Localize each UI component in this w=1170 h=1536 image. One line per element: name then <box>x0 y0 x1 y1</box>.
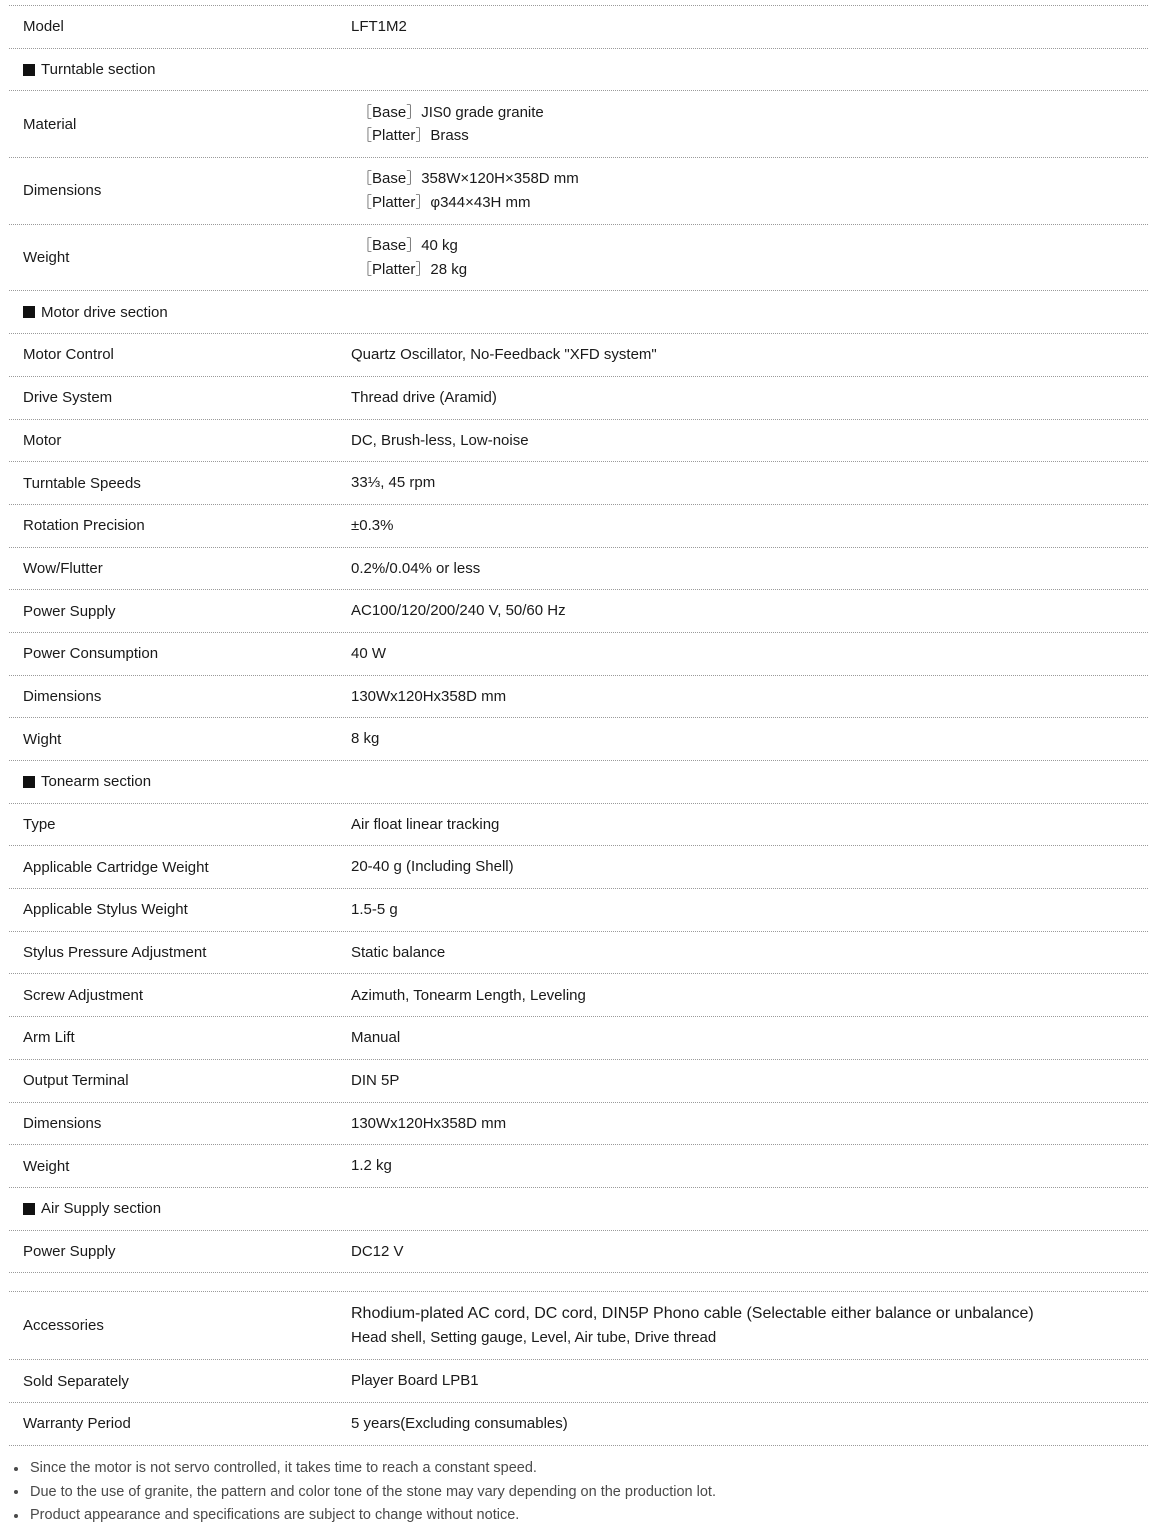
spec-label: Applicable Stylus Weight <box>23 901 188 919</box>
spec-value-line: ［Base］358W×120H×358D mm <box>357 170 579 188</box>
black-square-icon <box>23 1203 35 1215</box>
note-text: Product appearance and specifications are subject to change without notice. <box>30 1507 520 1523</box>
spec-row <box>9 633 1148 676</box>
spec-value: ±0.3% <box>351 516 394 534</box>
black-square-icon <box>23 776 35 788</box>
spec-row <box>9 334 1148 377</box>
spec-value: DIN 5P <box>351 1071 400 1089</box>
spec-value <box>351 234 1148 281</box>
spec-value: Player Board LPB1 <box>351 1372 479 1390</box>
spec-label: Warranty Period <box>23 1415 131 1433</box>
bullet-icon <box>14 1467 18 1471</box>
section-title: Motor drive section <box>41 303 168 321</box>
bullet-icon <box>14 1490 18 1494</box>
spec-label: Motor Control <box>23 346 114 364</box>
section-title: Air Supply section <box>41 1200 162 1218</box>
spec-value: 20-40 g (Including Shell) <box>351 858 514 876</box>
spec-value-line: ［Base］JIS0 grade granite <box>357 103 544 121</box>
spec-value-line: ［Platter］Brass <box>357 127 469 145</box>
bullet-icon <box>14 1514 18 1518</box>
section-header-motor <box>9 291 1148 334</box>
spec-label: Motor <box>23 431 62 449</box>
section-header-tonearm <box>9 761 1148 804</box>
spec-row-accessories <box>9 1292 1148 1360</box>
spec-value-line: Head shell, Setting gauge, Level, Air tube, Drive thread <box>351 1328 717 1346</box>
spacer-row <box>9 1273 1148 1292</box>
spec-row <box>9 889 1148 932</box>
spec-row <box>9 804 1148 847</box>
spec-row <box>9 420 1148 463</box>
spec-label: Applicable Cartridge Weight <box>23 858 209 876</box>
section-header-air-supply <box>9 1188 1148 1231</box>
spec-value: Air float linear tracking <box>351 815 500 833</box>
spec-row-warranty <box>9 1403 1148 1446</box>
spec-row <box>9 1103 1148 1146</box>
spec-value <box>351 167 1148 214</box>
spec-value: 1.5-5 g <box>351 901 398 919</box>
spec-label: Power Consumption <box>23 645 159 663</box>
black-square-icon <box>23 306 35 318</box>
spec-label: Accessories <box>23 1317 104 1335</box>
spec-value-line: ［Platter］28 kg <box>357 260 468 278</box>
spec-value: AC100/120/200/240 V, 50/60 Hz <box>351 602 566 620</box>
notes-list <box>12 1457 716 1528</box>
section-title: Tonearm section <box>41 773 152 791</box>
spec-value: 130Wx120Hx358D mm <box>351 1114 507 1132</box>
spec-table <box>9 5 1148 1446</box>
spec-value-line: ［Platter］φ344×43H mm <box>357 193 531 211</box>
spec-value: DC, Brush-less, Low-noise <box>351 431 529 449</box>
spec-row-air-power-supply <box>9 1231 1148 1274</box>
spec-value: Static balance <box>351 943 446 961</box>
spec-row <box>9 974 1148 1017</box>
spec-row <box>9 590 1148 633</box>
spec-label: Material <box>23 115 77 133</box>
spec-value-line: Rhodium-plated AC cord, DC cord, DIN5P Phono cable (Selectable either balance or unbalance) <box>351 1305 1034 1323</box>
spec-label: Wight <box>23 730 62 748</box>
spec-row <box>9 676 1148 719</box>
spec-value: Quartz Oscillator, No-Feedback "XFD system" <box>351 346 657 364</box>
spec-row <box>9 1145 1148 1188</box>
spec-value: 0.2%/0.04% or less <box>351 559 481 577</box>
spec-label: Arm Lift <box>23 1029 75 1047</box>
spec-label: Wow/Flutter <box>23 559 103 577</box>
spec-value: 5 years(Excluding consumables) <box>351 1415 568 1433</box>
section-title: Turntable section <box>41 61 156 79</box>
spec-row <box>9 846 1148 889</box>
spec-label: Type <box>23 816 56 834</box>
section-header-turntable <box>9 49 1148 92</box>
spec-value-line: ［Base］40 kg <box>357 237 458 255</box>
spec-label: Weight <box>23 1157 70 1175</box>
spec-value <box>351 1302 1148 1349</box>
spec-row-material <box>9 91 1148 158</box>
list-item <box>12 1504 716 1528</box>
spec-value: 1.2 kg <box>351 1157 392 1175</box>
spec-label: Stylus Pressure Adjustment <box>23 944 207 962</box>
spec-label: Rotation Precision <box>23 517 145 535</box>
spec-label: Turntable Speeds <box>23 474 141 492</box>
note-text: Due to the use of granite, the pattern and color tone of the stone may vary depending on the production lot. <box>30 1483 716 1500</box>
spec-label: Sold Separately <box>23 1372 129 1390</box>
spec-row <box>9 505 1148 548</box>
note-text: Since the motor is not servo controlled, it takes time to reach a constant speed. <box>30 1460 537 1476</box>
spec-row <box>9 1060 1148 1103</box>
spec-value: 8 kg <box>351 730 380 748</box>
spec-value: 130Wx120Hx358D mm <box>351 687 507 705</box>
spec-row <box>9 718 1148 761</box>
spec-row-weight <box>9 225 1148 292</box>
spec-row <box>9 1017 1148 1060</box>
spec-row <box>9 377 1148 420</box>
spec-value: 40 W <box>351 645 387 663</box>
list-item <box>12 1457 716 1481</box>
spec-value: Manual <box>351 1029 401 1047</box>
spec-row <box>9 548 1148 591</box>
spec-row-model <box>9 6 1148 49</box>
spec-label: Power Supply <box>23 602 116 620</box>
spec-label: Dimensions <box>23 687 102 705</box>
spec-value: 33⅓, 45 rpm <box>351 474 436 492</box>
list-item <box>12 1481 716 1505</box>
spec-value: LFT1M2 <box>351 18 407 36</box>
spec-label: Dimensions <box>23 1114 102 1132</box>
spec-value <box>351 101 1148 148</box>
spec-value: Thread drive (Aramid) <box>351 388 497 406</box>
spec-row <box>9 932 1148 975</box>
spec-label: Dimensions <box>23 182 102 200</box>
spec-label: Screw Adjustment <box>23 986 144 1004</box>
spec-row <box>9 462 1148 505</box>
spec-row-sold-separately <box>9 1360 1148 1403</box>
spec-value: Azimuth, Tonearm Length, Leveling <box>351 986 586 1004</box>
spec-label: Weight <box>23 249 70 267</box>
spec-label: Output Terminal <box>23 1072 129 1090</box>
spec-row-dimensions <box>9 158 1148 225</box>
black-square-icon <box>23 64 35 76</box>
spec-label: Power Supply <box>23 1242 116 1260</box>
spec-label: Model <box>23 18 64 36</box>
spec-label: Drive System <box>23 389 113 407</box>
spec-value: DC12 V <box>351 1242 404 1260</box>
